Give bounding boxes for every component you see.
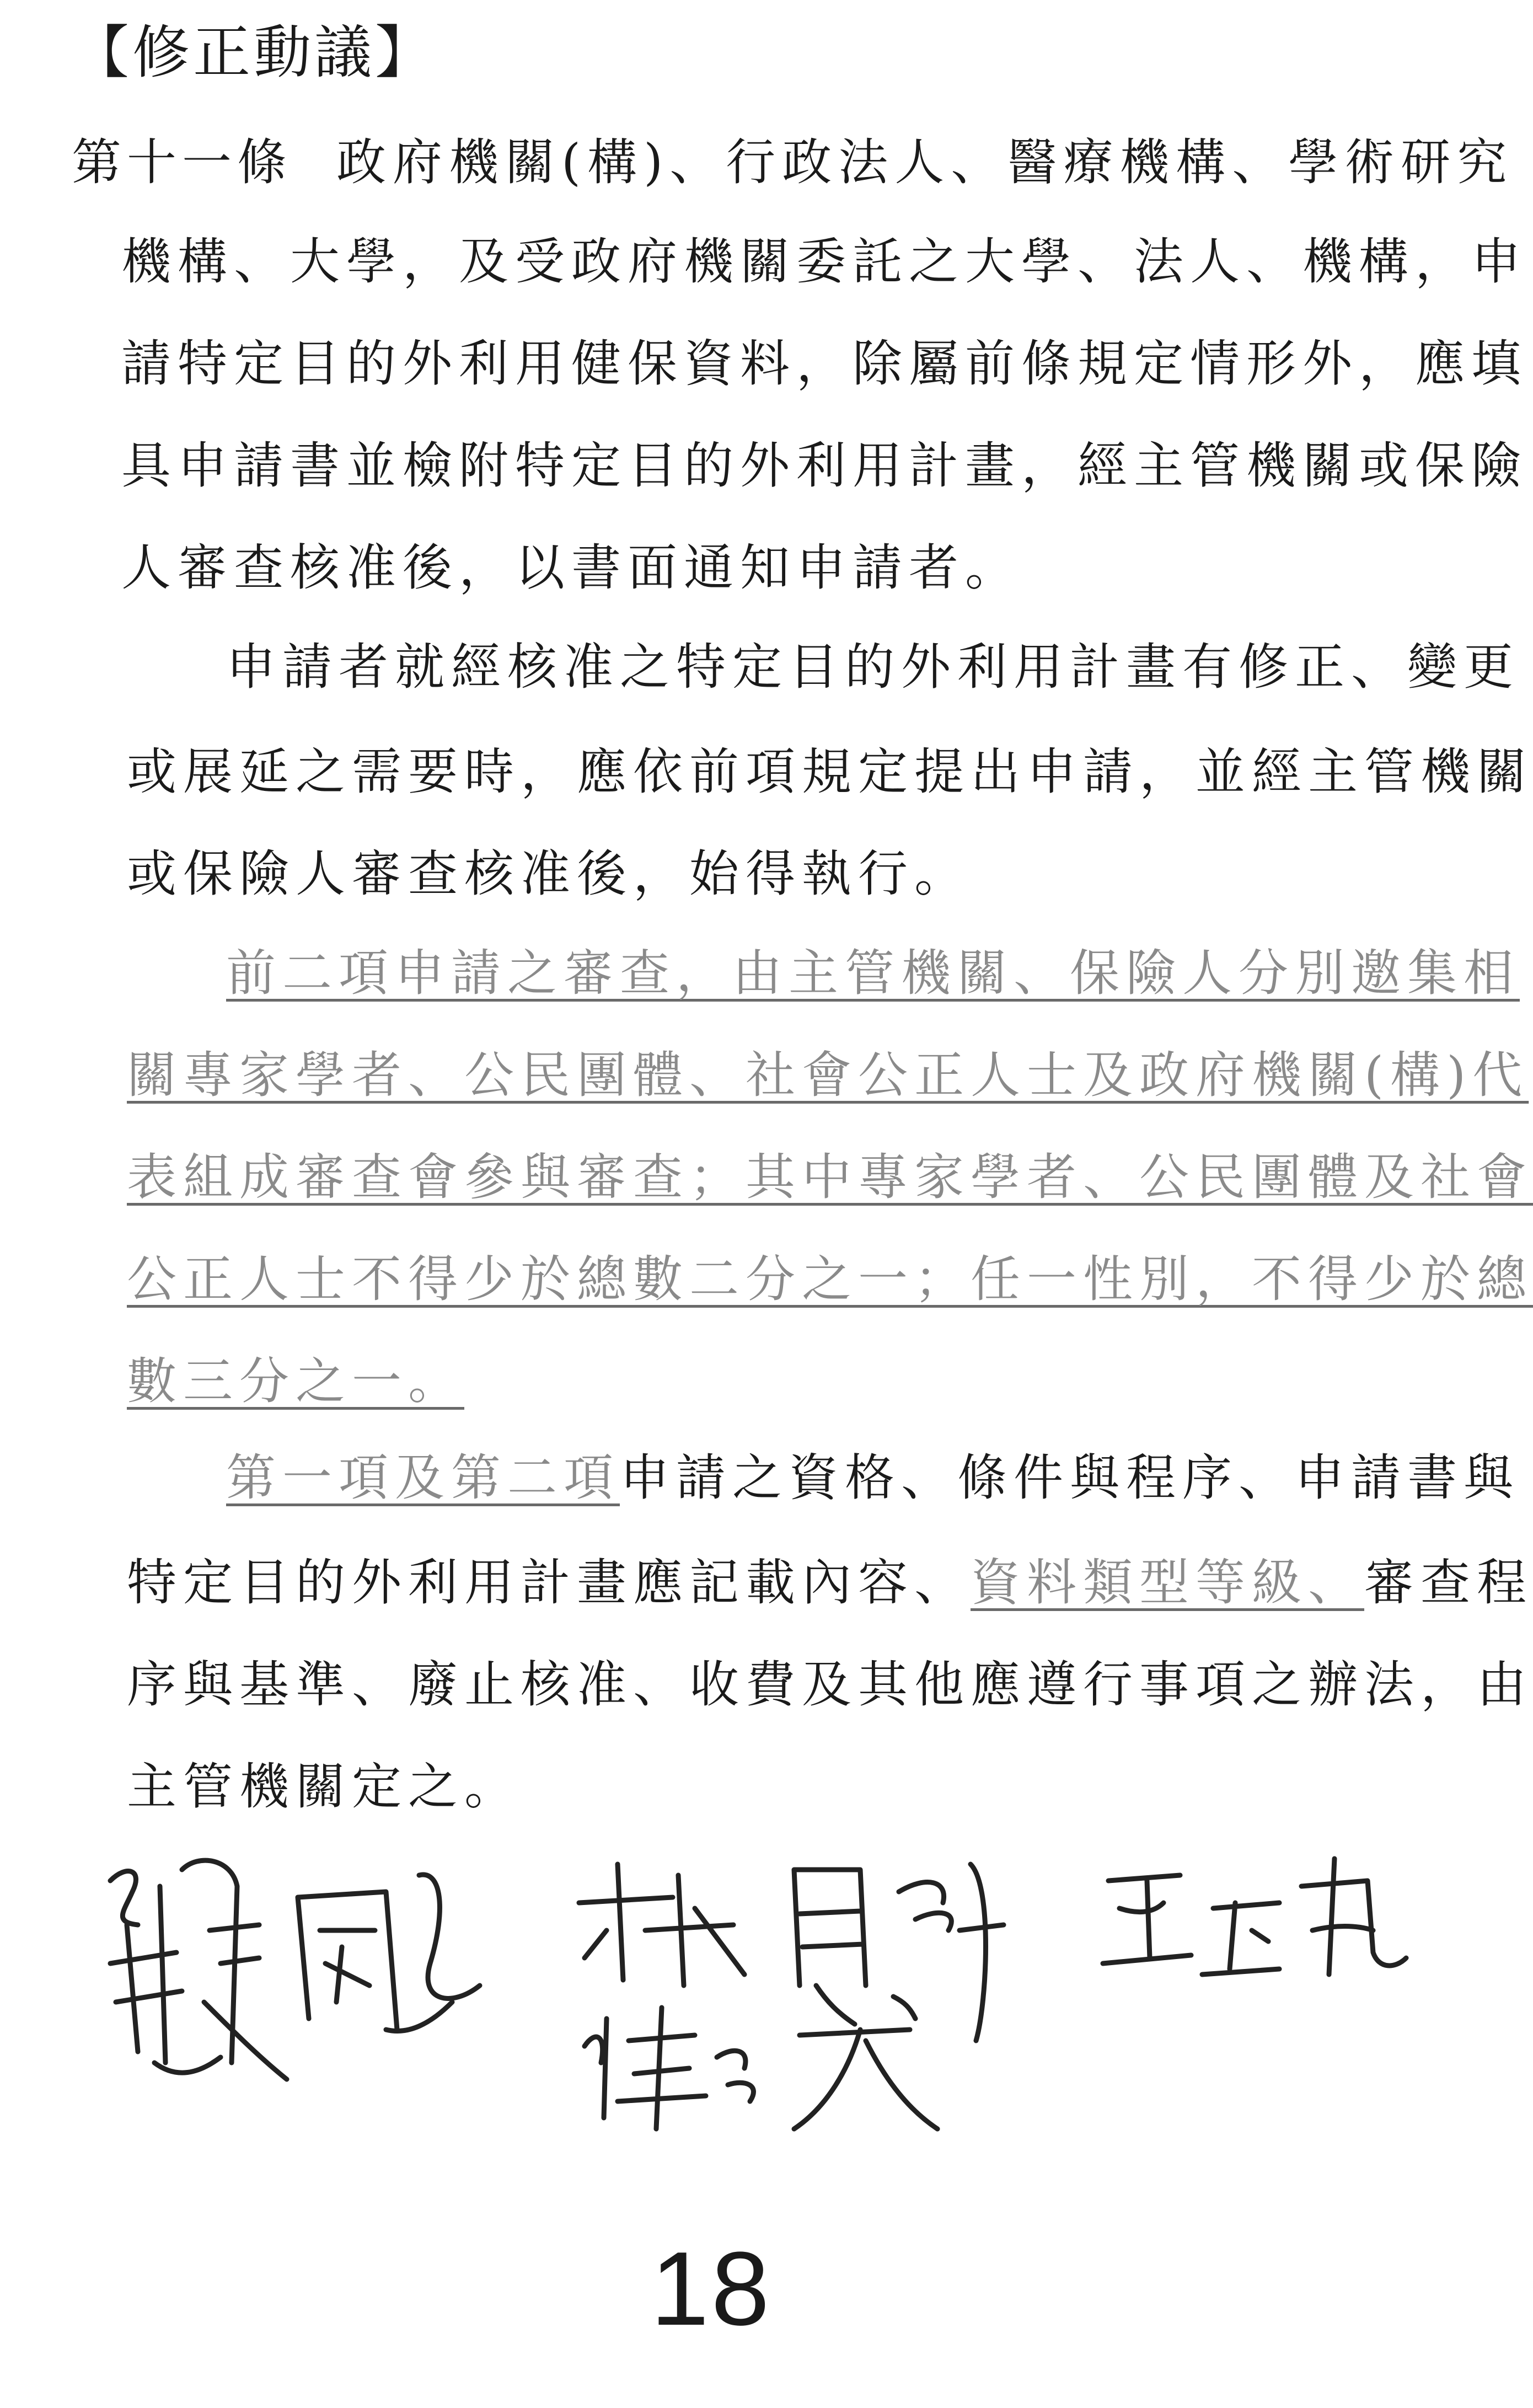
- article-first-line: [72, 130, 1513, 196]
- paragraph-4-text-1: 申請之資格、條件與程序、申請書與: [620, 1449, 1520, 1507]
- signatures-block: [0, 1820, 1452, 2151]
- paragraph-1-line-5: 人審查核准後，以書面通知申請者。: [121, 539, 1021, 597]
- paragraph-4-line-3: 序與基準、廢止核准、收費及其他應遵行事項之辦法，由: [127, 1656, 1533, 1714]
- paragraph-4-line-1: [226, 1445, 1520, 1511]
- signature-4: [585, 1986, 937, 2129]
- paragraph-1-line-2: 機構、大學，及受政府機關委託之大學、法人、機構，申: [121, 233, 1527, 291]
- paragraph-3-line-4: 公正人士不得少於總數二分之一；任一性別，不得少於總: [127, 1250, 1533, 1308]
- paragraph-3-line-1: 前二項申請之審查，由主管機關、保險人分別邀集相: [226, 944, 1520, 1002]
- amended-phrase-1: 第一項及第二項: [226, 1449, 620, 1507]
- paragraph-2-line-3: 或保險人審查核准後，始得執行。: [127, 845, 971, 903]
- page-heading: 【修正動議】: [72, 19, 436, 86]
- signature-1: [110, 1860, 480, 2079]
- paragraph-1-line-3: 請特定目的外利用健保資料，除屬前條規定情形外，應填: [121, 335, 1527, 393]
- paragraph-1-line-4: 具申請書並檢附特定目的外利用計畫，經主管機關或保險: [121, 437, 1527, 495]
- paragraph-2-line-2: 或展延之需要時，應依前項規定提出申請，並經主管機關: [127, 743, 1533, 801]
- paragraph-4-text-2a: 特定目的外利用計畫應記載內容、: [127, 1554, 971, 1612]
- paragraph-3-line-3: 表組成審查會參與審查；其中專家學者、公民團體及社會: [127, 1148, 1533, 1206]
- paragraph-2-line-1: 申請者就經核准之特定目的外利用計畫有修正、變更: [226, 638, 1520, 696]
- paragraph-1-line-1: 政府機關(構)、行政法人、醫療機構、學術研究: [336, 133, 1514, 191]
- article-label: 第十一條: [72, 133, 292, 191]
- paragraph-4-line-2: [127, 1550, 1533, 1616]
- signature-3: [1103, 1859, 1406, 1974]
- page-number: 18: [651, 2230, 772, 2347]
- paragraph-3-line-2: 關專家學者、公民團體、社會公正人士及政府機關(構)代: [127, 1046, 1529, 1104]
- paragraph-4-line-4: 主管機關定之。: [127, 1758, 521, 1816]
- paragraph-4-text-2c: 審查程: [1364, 1554, 1533, 1612]
- signature-2: [579, 1864, 1004, 2041]
- paragraph-3-line-5: 數三分之一。: [127, 1352, 464, 1410]
- amended-phrase-2: 資料類型等級、: [971, 1554, 1364, 1612]
